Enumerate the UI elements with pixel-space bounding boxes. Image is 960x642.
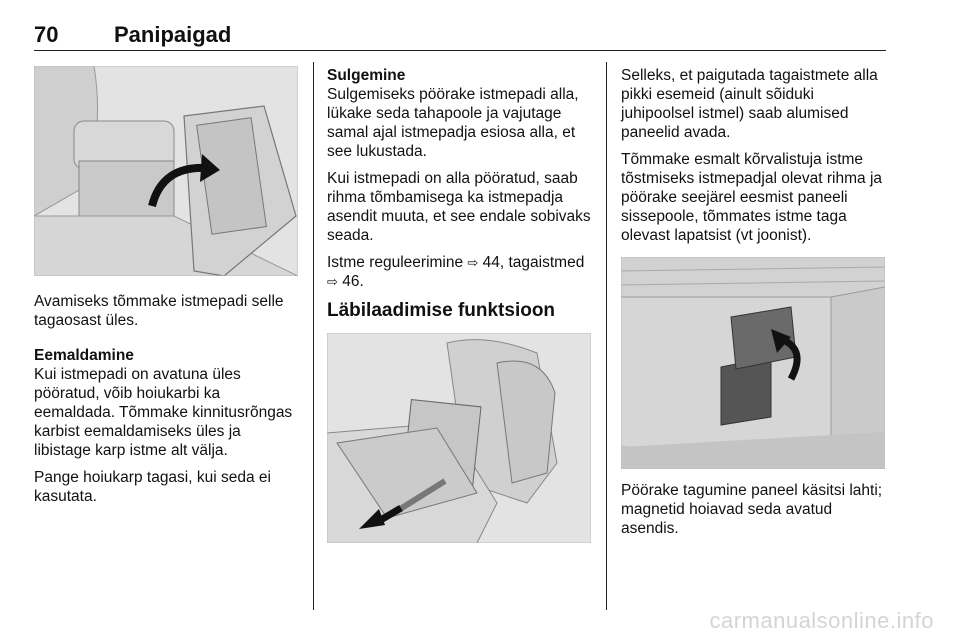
- ref-page-1[interactable]: 44: [482, 254, 500, 271]
- page-number: 70: [34, 22, 59, 47]
- ref-page-2[interactable]: 46: [342, 273, 360, 290]
- figure-caption: Avamiseks tõmmake istmepadi selle tagaosast üles.: [34, 293, 284, 329]
- ref-end: .: [359, 273, 364, 290]
- column-2: [327, 66, 599, 543]
- lower-panel-figure: [621, 257, 885, 469]
- column-divider-1: [313, 62, 314, 610]
- ref-prefix: Istme reguleerimine: [327, 254, 464, 271]
- removal-heading: Eemaldamine: [34, 347, 134, 364]
- cross-reference: [327, 253, 599, 291]
- arrow-icon: ⇨: [327, 274, 338, 289]
- removal-text: Kui istmepadi on avatuna üles pööratud, võib hoiukarbi ka eemaldada. Tõmmake kinnitusrõngas karbist eemaldamiseks üles ja libistage karp istme alt välja.: [34, 366, 293, 459]
- ref-middle: , tagaistmed: [499, 254, 585, 271]
- column-3: [621, 66, 887, 546]
- passthrough-heading: Läbilaadimise funktsioon: [327, 300, 556, 321]
- header-rule: [34, 50, 886, 51]
- watermark: carmanualsonline.info: [709, 608, 934, 633]
- step-text: Tõmmake esmalt kõrvalistuja istme tõstmiseks istmepadjal olevat rihma ja pöörake seejärel eesmist paneeli sissepoole, tõmmates istme taga olevast lapatsist (vt joonist).: [621, 151, 883, 244]
- closing-heading: Sulgemine: [327, 67, 406, 84]
- column-divider-2: [606, 62, 607, 610]
- figure-caption: Pöörake tagumine paneel käsitsi lahti; magnetid hoiavad seda avatud asendis.: [621, 482, 883, 537]
- tilted-text: Kui istmepadi on alla pööratud, saab rihma tõmbamisega ka istmepadja asendit muuta, et see endale sobivaks seada.: [327, 170, 591, 244]
- column-1: [34, 66, 300, 514]
- intro-text: Selleks, et paigutada tagaistmete alla pikki esemeid (ainult sõiduki juhipoolsel istmel) saab alumised paneelid avada.: [621, 67, 878, 141]
- replace-text: Pange hoiukarp tagasi, kui seda ei kasutata.: [34, 469, 271, 505]
- page-title: Panipaigad: [114, 22, 232, 47]
- passthrough-figure: [327, 333, 591, 543]
- closing-text: Sulgemiseks pöörake istmepadi alla, lükake seda tahapoole ja vajutage samal ajal istmepadja esiosa alla, et see lukustada.: [327, 86, 579, 160]
- armrest-open-figure: [34, 66, 298, 276]
- arrow-icon: ⇨: [467, 255, 479, 270]
